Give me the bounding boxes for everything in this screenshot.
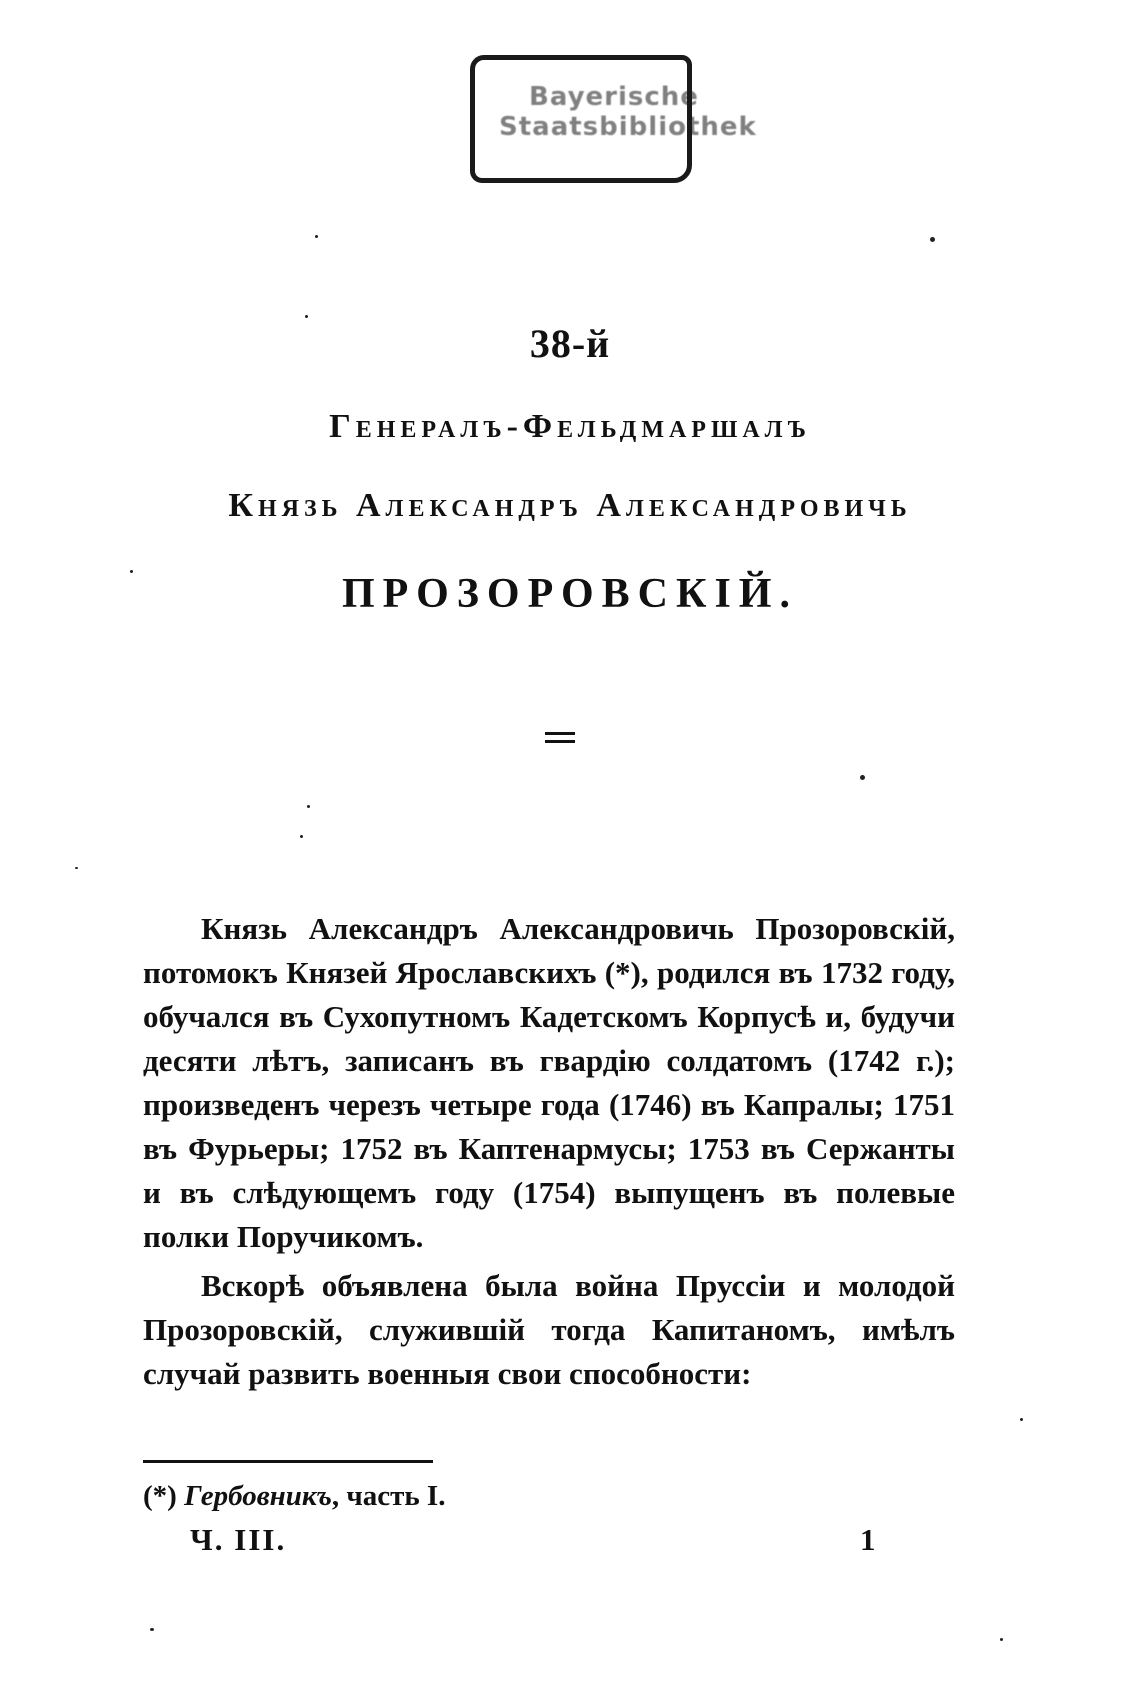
stamp-line-2: Staatsbibliothek [499, 112, 757, 142]
stamp-text [499, 82, 757, 142]
rank-title: Генералъ-Фельдмаршалъ [329, 408, 811, 445]
footnote-marker: (*) [143, 1480, 177, 1512]
body-text [143, 907, 955, 1396]
paragraph: Вскорѣ объявлена была война Пруссіи и молодой Прозоровскій, служившій тогда Капитаномъ, имѣлъ случай развить военныя свои способности: [143, 1268, 955, 1391]
person-surname: ПРОЗОРОВСКІЙ. [342, 571, 798, 617]
paragraph: Князь Александръ Александровичь Прозоровскій, потомокъ Князей Ярославскихъ (*), родился въ 1732 году, обучался въ Сухопутномъ Кадетскомъ Корпусѣ и, будучи десяти лѣтъ, записанъ въ гвардію солдатомъ (1742 г.); произведенъ черезъ четыре года (1746) въ Капралы; 1751 въ Фурьеры; 1752 въ Каптенармусы; 1753 въ Сержанты и въ слѣдующемъ году (1754) выпущенъ въ полевые полки Поручикомъ. [143, 911, 955, 1254]
chapter-number: 38-й [529, 321, 611, 366]
page-number: 1 [860, 1522, 876, 1557]
footnote-title: Гербовникъ [184, 1480, 332, 1512]
person-name: Князь Александръ Александровичь [228, 487, 912, 524]
double-rule-separator [545, 732, 575, 743]
footnote [143, 1480, 445, 1513]
footnote-rule [143, 1460, 433, 1463]
footnote-rest: , часть I. [331, 1480, 446, 1512]
stamp-line-1: Bayerische [529, 82, 699, 112]
signature-mark: Ч. III. [190, 1522, 287, 1557]
library-stamp [470, 55, 757, 183]
